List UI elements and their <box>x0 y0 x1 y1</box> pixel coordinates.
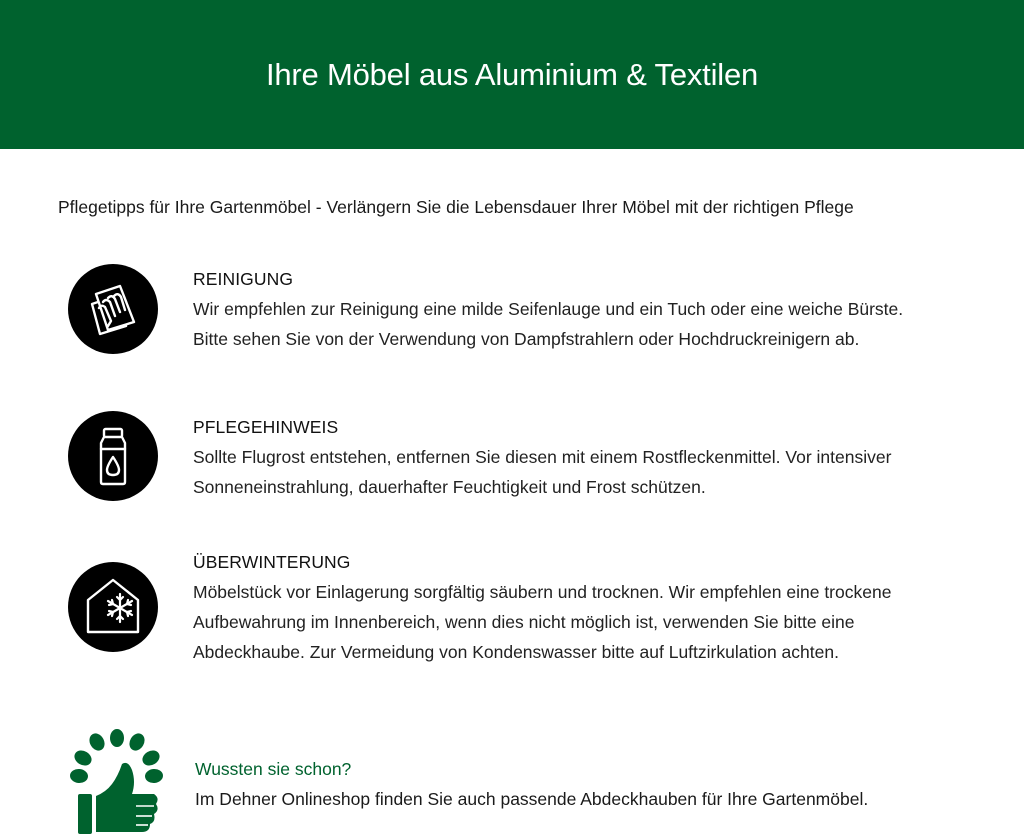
tip-body-line: Sollte Flugrost entstehen, entfernen Sie diesen mit einem Rostfleckenmittel. Vor intensiver <box>193 447 892 467</box>
tip-body-line: Bitte sehen Sie von der Verwendung von Dampfstrahlern oder Hochdruckreinigern ab. <box>193 329 860 349</box>
thumbs-up-tree-icon <box>66 726 166 836</box>
tip-body-line: Aufbewahrung im Innenbereich, wenn dies nicht möglich ist, verwenden Sie bitte eine <box>193 612 855 632</box>
tip-body-line: Abdeckhaube. Zur Vermeidung von Kondenswasser bitte auf Luftzirkulation achten. <box>193 642 839 662</box>
intro-text: Pflegetipps für Ihre Gartenmöbel - Verlängern Sie die Lebensdauer Ihrer Möbel mit der richtigen Pflege <box>58 197 854 217</box>
tip-heading: REINIGUNG <box>193 269 294 289</box>
tip-body-line: Möbelstück vor Einlagerung sorgfältig säubern und trocknen. Wir empfehlen eine trockene <box>193 582 892 602</box>
note-text: Im Dehner Onlineshop finden Sie auch passende Abdeckhauben für Ihre Gartenmöbel. <box>195 789 869 809</box>
tip-heading: PFLEGEHINWEIS <box>193 417 339 437</box>
header-banner <box>0 0 1024 149</box>
note-title: Wussten sie schon? <box>195 759 352 779</box>
tip-text <box>193 547 983 667</box>
house-snowflake-icon <box>68 562 158 652</box>
care-bottle-icon <box>68 411 158 501</box>
cleaning-cloth-hand-icon <box>68 264 158 354</box>
tip-text <box>193 264 983 354</box>
tip-body-line: Wir empfehlen zur Reinigung eine milde Seifenlauge und ein Tuch oder eine weiche Bürste. <box>193 299 904 319</box>
tip-text <box>193 412 983 502</box>
page-title: Ihre Möbel aus Aluminium & Textilen <box>265 57 759 92</box>
tip-body-line: Sonneneinstrahlung, dauerhafter Feuchtigkeit und Frost schützen. <box>193 477 706 497</box>
tip-heading: ÜBERWINTERUNG <box>193 552 351 572</box>
